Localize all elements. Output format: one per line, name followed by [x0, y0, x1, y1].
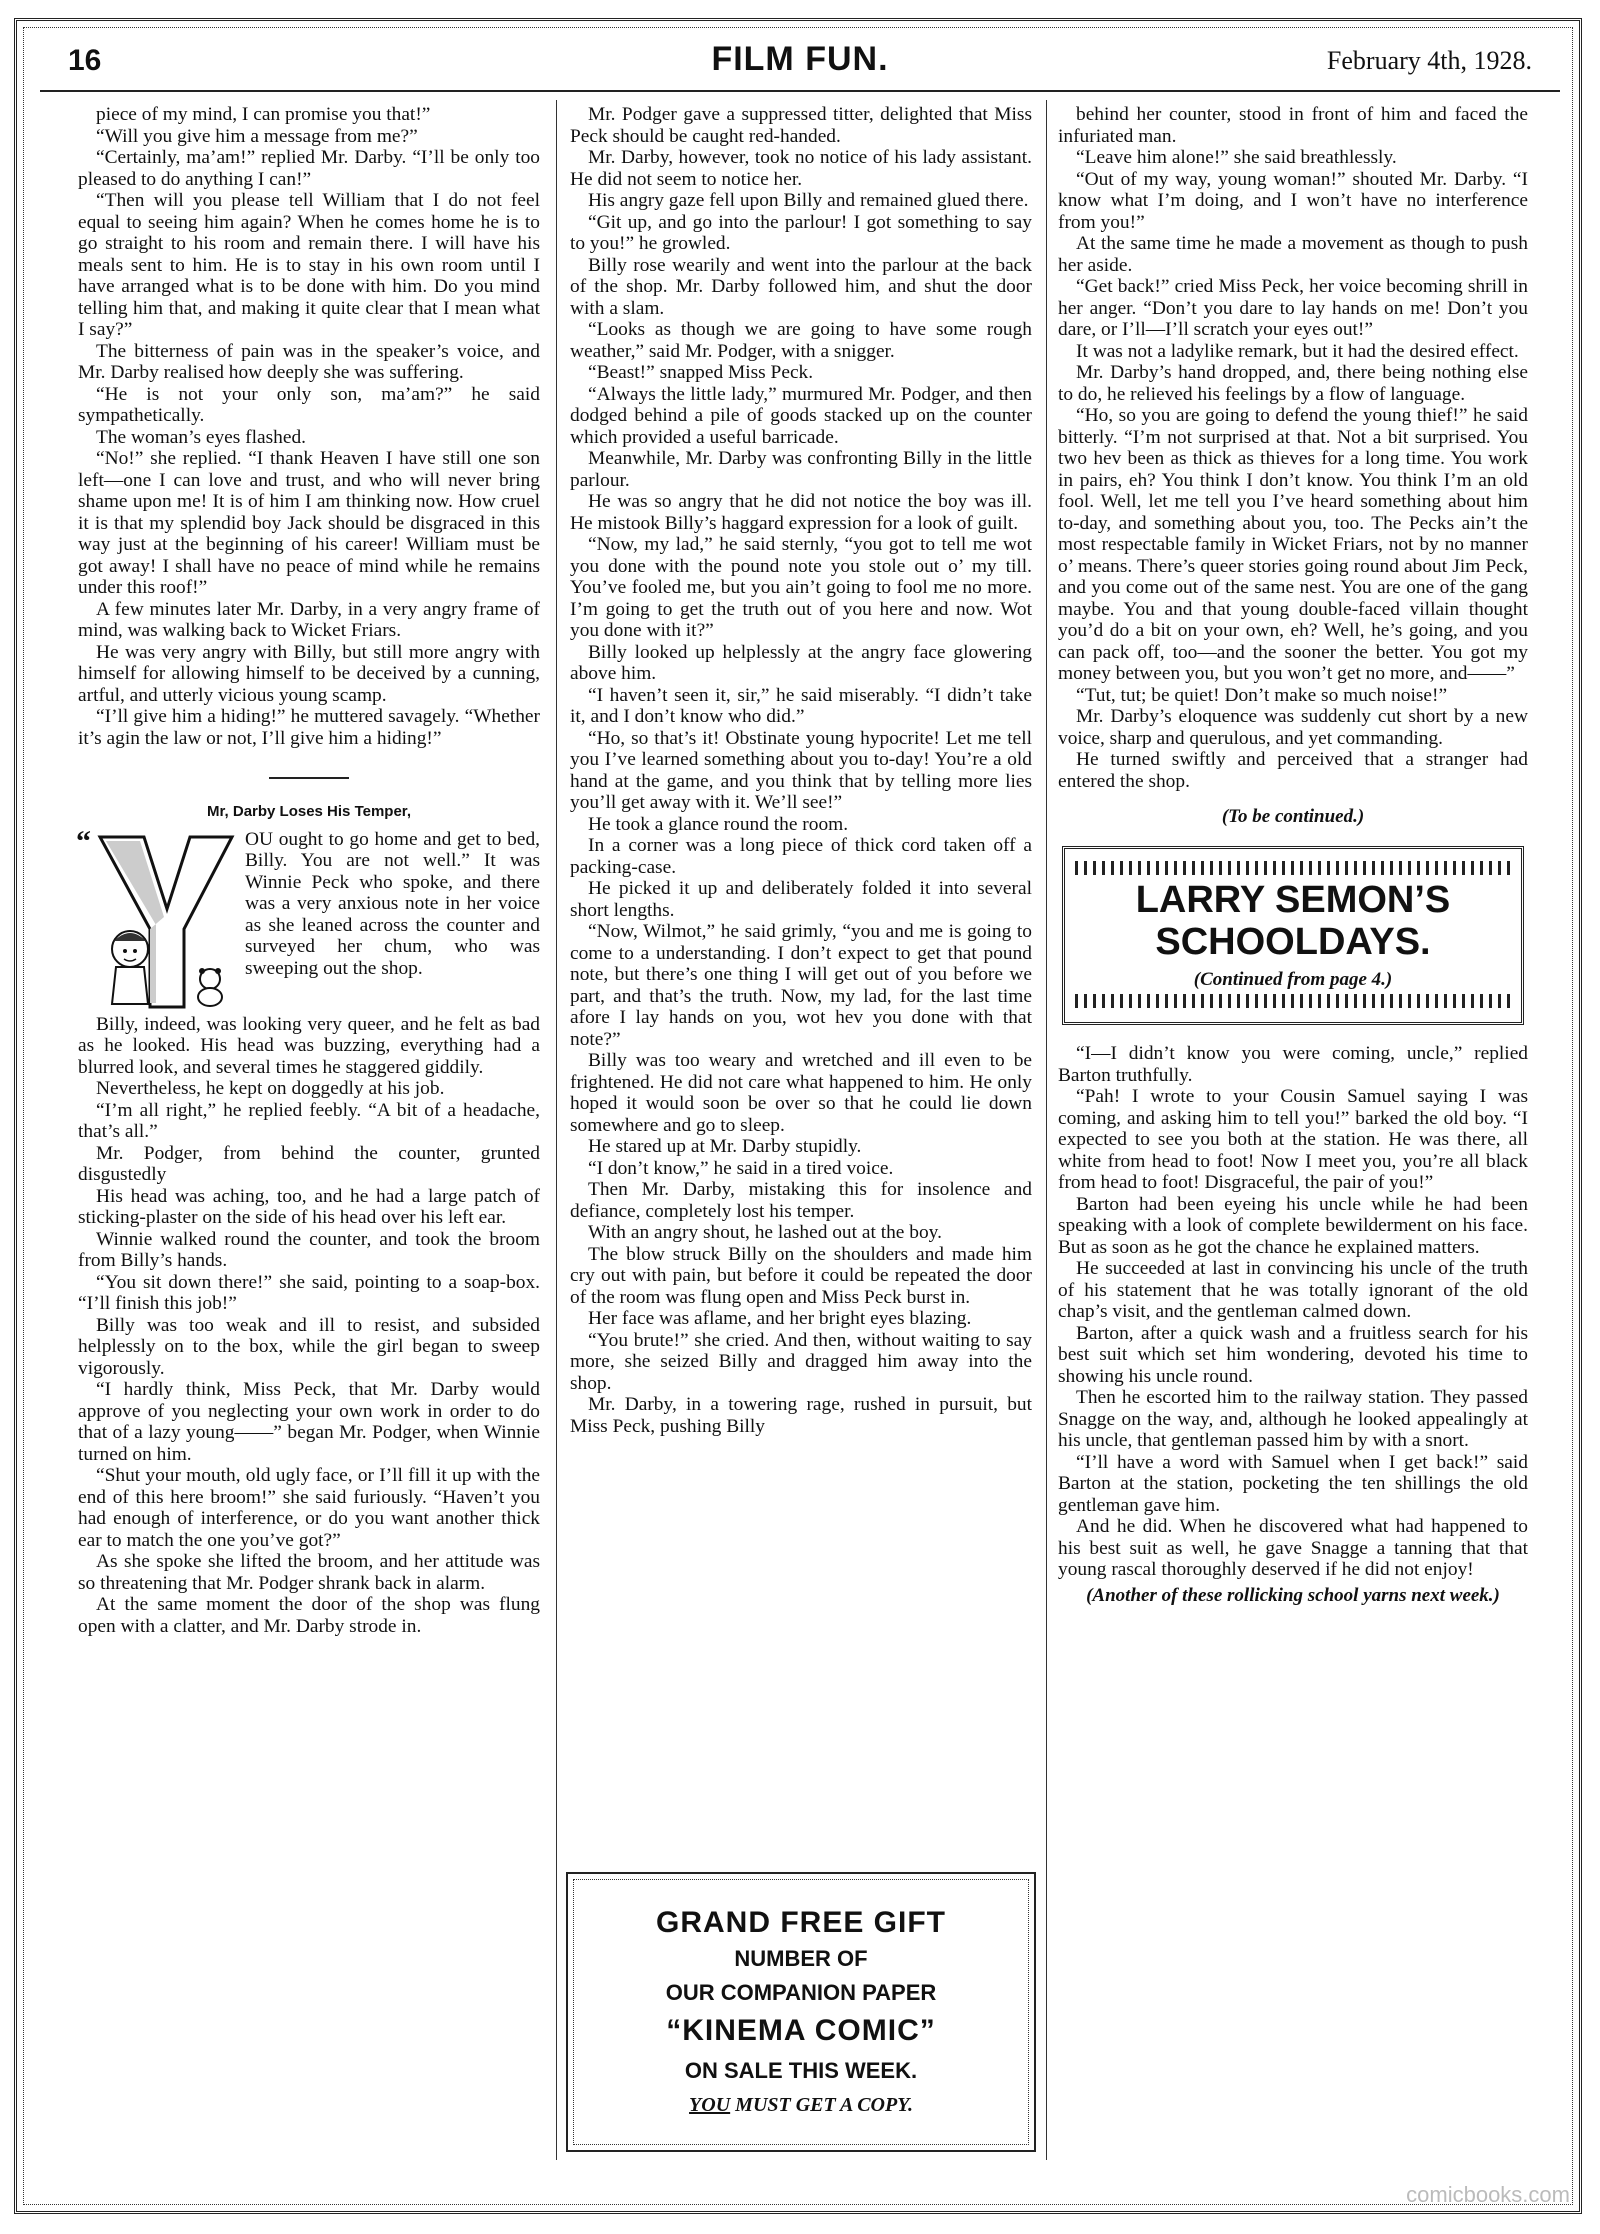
gift-line-6	[580, 2094, 1022, 2117]
paragraph: “I’ll have a word with Samuel when I get back!” said Barton at the station, pocketing the ten shillings the old gentleman gave him.	[1058, 1451, 1528, 1516]
paragraph: He turned swiftly and perceived that a stranger had entered the shop.	[1058, 749, 1528, 792]
dropcap-paragraph	[76, 824, 540, 980]
paragraph: “Out of my way, young woman!” shouted Mr. Darby. “I know what I’m doing, and I won’t have no interference from you!”	[1058, 168, 1528, 233]
paragraph: It was not a ladylike remark, but it had the desired effect.	[1076, 340, 1519, 362]
decorative-border	[1075, 994, 1511, 1008]
paragraph: Billy was too weary and wretched and ill even to be frightened. He did not care what happened to him. He only hoped it would soon be over so that he could lie down somewhere and go to sleep.	[570, 1050, 1032, 1136]
paragraph: Mr. Darby, in a towering rage, rushed in pursuit, but Miss Peck, pushing Billy	[570, 1394, 1032, 1437]
paragraph: Barton, after a quick wash and a fruitless search for his best suit which set him wondering, devoted his time to showing his uncle round.	[1058, 1322, 1528, 1387]
column-divider	[1046, 100, 1047, 2160]
dropcap-y-illustration	[92, 829, 237, 1014]
decorative-border	[1075, 861, 1511, 875]
paragraph: “I’ll give him a hiding!” he muttered savagely. “Whether it’s agin the law or not, I’ll give him a hiding!”	[78, 706, 540, 749]
paragraph: Billy looked up helplessly at the angry face glowering above him.	[570, 641, 1032, 684]
paragraph: As she spoke she lifted the broom, and her attitude was so threatening that Mr. Podger shrank back in alarm.	[78, 1551, 540, 1594]
paragraph: “Shut your mouth, old ugly face, or I’ll fill it up with the end of this here broom!” she said furiously. “Haven’t you had enough of interference, or do you want another thick ear to match the one you’ve got?”	[78, 1465, 540, 1551]
story-text	[78, 1014, 540, 1638]
paragraph: Her face was aflame, and her bright eyes blazing.	[588, 1308, 972, 1329]
gift-line-1: GRAND FREE GIFT	[656, 1906, 946, 1939]
paragraph: “Ho, so you are going to defend the young thief!” he said bitterly. “I’m not surprised at that. Not a bit surprised. You two hev been as thick as thieves for a long time. You work in pairs, eh? You think I don’t know. You think I’m an old fool. Well, let me tell you I’ve heard something about him to-day, and something about you, too. The Pecks ain’t the most respectable family in Wicket Friars, not by no manner o’ means. There’s queer stories going round about Jim Peck, and you come out of the same nest. You are one of the gang maybe. You and that young double-faced villain thought you’d do a bit on your own, eh? Well, he’s going, and you can pack off, too—and the sooner the better. You got my money between you, but you won’t get no more, and——”	[1058, 405, 1528, 684]
paragraph: “Looks as though we are going to have some rough weather,” said Mr. Podger, with a snigger.	[570, 319, 1032, 362]
paragraph: “Leave him alone!” she said breathlessly.	[1076, 147, 1397, 168]
paragraph: He succeeded at last in convincing his uncle of the truth of his statement that he was totally ignorant of the old chap’s visit, and the gentleman calmed down.	[1058, 1258, 1528, 1322]
box-title-line-2: SCHOOLDAYS.	[1155, 920, 1431, 963]
paragraph: Billy, indeed, was looking very queer, and he felt as bad as he looked. His head was buzzing, everything had a blurred look, and several times he staggered giddily.	[78, 1013, 540, 1078]
paragraph: His angry gaze fell upon Billy and remained glued there.	[588, 190, 1029, 211]
story-text	[1058, 1043, 1528, 1581]
dropcap-text: OU ought to go home and get to bed, Billy. You are not well.” It was Winnie Peck who spoke, and there was a very anxious note in her voice as she leaned across the counter and surveyed her chum, who was sweeping out the shop.	[245, 828, 540, 979]
paragraph: Mr. Darby, however, took no notice of his lady assistant. He did not seem to notice her.	[570, 147, 1032, 190]
paragraph: Mr. Darby’s hand dropped, and, there being nothing else to do, he relieved his feelings by a flow of language.	[1058, 362, 1528, 405]
column-3	[1058, 104, 1528, 1606]
column-1	[78, 104, 540, 1637]
paragraph: Billy was too weak and ill to resist, and subsided helplessly on to the box, while the girl began to sweep vigorously.	[78, 1314, 540, 1379]
paragraph: At the same moment the door of the shop was flung open with a clatter, and Mr. Darby strode in.	[78, 1594, 540, 1637]
paragraph: “Beast!” snapped Miss Peck.	[588, 362, 814, 383]
paragraph: He was so angry that he did not notice the boy was ill. He mistook Billy’s haggard expression for a look of guilt.	[570, 491, 1032, 534]
paragraph: Winnie walked round the counter, and took the broom from Billy’s hands.	[78, 1228, 540, 1271]
paragraph: The blow struck Billy on the shoulders and made him cry out with pain, but before it could be repeated the door of the room was flung open and Miss Peck burst in.	[570, 1243, 1032, 1308]
paragraph: Nevertheless, he kept on doggedly at his job.	[96, 1078, 445, 1099]
dropcap-illustration	[76, 824, 237, 1014]
page-header	[40, 34, 1560, 92]
paragraph: “Pah! I wrote to your Cousin Samuel saying I was coming, and asking him to tell you!” barked the old boy. “I expected to see you both at the station. He was there, all white from head to foot! Now I meet you, you’re all black from head to foot! Disgraceful, the pair of you!”	[1058, 1086, 1528, 1193]
gift-line-4: “KINEMA COMIC”	[666, 2014, 936, 2047]
paragraph: He stared up at Mr. Darby stupidly.	[588, 1136, 862, 1157]
paragraph: Mr. Darby’s eloquence was suddenly cut short by a new voice, sharp and querulous, and yet commanding.	[1058, 706, 1528, 749]
paragraph: “Then will you please tell William that I do not feel equal to seeing him again? When he comes home he is to go straight to his room and remain there. I will have his meals sent to him. He is to stay in his own room until I have arranged what is to be done with him. Do you mind telling him that, and making it quite clear that I mean what I say?”	[78, 190, 540, 340]
paragraph: Mr. Podger, from behind the counter, grunted disgustedly	[78, 1142, 540, 1185]
dropcap-quote: “	[76, 824, 91, 858]
paragraph: A few minutes later Mr. Darby, in a very angry frame of mind, was walking back to Wicket Friars.	[78, 598, 540, 641]
paragraph: piece of my mind, I can promise you that!”	[96, 104, 431, 125]
paragraph: “Will you give him a message from me?”	[96, 125, 418, 147]
paragraph: “I’m all right,” he replied feebly. “A bit of a headache, that’s all.”	[78, 1099, 540, 1142]
paragraph: “I don’t know,” he said in a tired voice.	[588, 1157, 894, 1179]
paragraph: “Now, Wilmot,” he said grimly, “you and me is going to come to a understanding. I don’t expect to get that pound note, but there’s one thing I will get out of you before we part, and that’s the truth. Now, my lad, for the last time afore I lay hands on you, wot hev you done with that note?”	[570, 921, 1032, 1050]
paragraph: “He is not your only son, ma’am?” he said sympathetically.	[78, 383, 540, 426]
paragraph: Then Mr. Darby, mistaking this for insolence and defiance, completely lost his temper.	[570, 1179, 1032, 1222]
gift-advertisement	[566, 1872, 1036, 2152]
paragraph: The bitterness of pain was in the speaker’s voice, and Mr. Darby realised how deeply she was suffering.	[78, 340, 540, 383]
section-subhead: Mr, Darby Loses His Temper,	[207, 803, 411, 820]
page-number: 16	[68, 44, 102, 77]
paragraph: His head was aching, too, and he had a large patch of sticking-plaster on the side of his head over his left ear.	[78, 1185, 540, 1228]
watermark: comicbooks.com	[1406, 2182, 1570, 2207]
paragraph: “Tut, tut; be quiet! Don’t make so much noise!”	[1076, 684, 1448, 706]
story-text	[570, 104, 1032, 1437]
paragraph: Billy rose wearily and went into the parlour at the back of the shop. Mr. Darby followed him, and shut the door with a slam.	[570, 254, 1032, 319]
paragraph: “You brute!” she cried. And then, without waiting to say more, she seized Billy and dragged him away into the shop.	[570, 1329, 1032, 1394]
paragraph: He was very angry with Billy, but still more angry with himself for allowing himself to be deceived by a cunning, artful, and utterly vicious young scamp.	[78, 641, 540, 706]
paragraph: He picked it up and deliberately folded it into several short lengths.	[570, 878, 1032, 921]
gift-line-5: ON SALE THIS WEEK.	[684, 2058, 918, 2083]
paragraph: “No!” she replied. “I thank Heaven I have still one son left—one I can love and trust, and who will never bring shame upon me! It is of him I am thinking now. How cruel it is that my splendid boy Jack should be disgraced in this way just at the beginning of his career! William must be got away! I shall have no peace of mind while he remains under this roof!”	[78, 448, 540, 598]
column-2	[570, 104, 1032, 1894]
paragraph: “Now, my lad,” he said sternly, “you got to tell me wot you done with the pound note you stole out o’ my till. You’ve fooled me, but you ain’t going to fool me no more. I’m going to get the truth out of you here and now. Wot you done with it?”	[570, 534, 1032, 641]
paragraph: “I—I didn’t know you were coming, uncle,” replied Barton truthfully.	[1058, 1043, 1528, 1086]
box-title-line-1: LARRY SEMON’S	[1135, 878, 1451, 921]
paragraph: In a corner was a long piece of thick cord taken off a packing-case.	[570, 835, 1032, 878]
paragraph: “Get back!” cried Miss Peck, her voice becoming shrill in her anger. “Don’t you dare to lay hands on me! Don’t you dare, or I’ll—I’ll scratch your eyes out!”	[1058, 276, 1528, 340]
story-text	[1058, 104, 1528, 792]
paragraph: The woman’s eyes flashed.	[96, 426, 307, 448]
paragraph: “I haven’t seen it, sir,” he said miserably. “I didn’t take it, and I don’t know who did.”	[570, 684, 1032, 727]
paragraph: “Git up, and go into the parlour! I got something to say to you!” he growled.	[570, 211, 1032, 254]
paragraph: He took a glance round the room.	[588, 813, 849, 835]
column-divider	[556, 100, 557, 2160]
to-be-continued: (To be continued.)	[1221, 806, 1365, 827]
paragraph: And he did. When he discovered what had happened to his best suit as well, he gave Snagge a tanning that that young rascal thoroughly deserved if he did not enjoy!	[1058, 1516, 1528, 1580]
paragraph: At the same time he made a movement as though to push her aside.	[1058, 233, 1528, 276]
end-note: (Another of these rollicking school yarns next week.)	[1086, 1584, 1500, 1606]
paragraph: “You sit down there!” she said, pointing to a soap-box. “I’ll finish this job!”	[78, 1271, 540, 1314]
paragraph: Mr. Podger gave a suppressed titter, delighted that Miss Peck should be caught red-handed.	[570, 104, 1032, 147]
larry-semon-box	[1062, 846, 1524, 1026]
gift-emphasis: YOU	[689, 2094, 731, 2116]
paragraph: Then he escorted him to the railway station. They passed Snagge on the way, and, although he looked appealingly at his uncle, that gentleman passed him by with a snort.	[1058, 1387, 1528, 1451]
box-subtitle: (Continued from page 4.)	[1193, 968, 1393, 990]
gift-line-6-rest: MUST GET A COPY.	[730, 2094, 913, 2116]
issue-date: February 4th, 1928.	[1326, 46, 1532, 75]
paragraph: “I hardly think, Miss Peck, that Mr. Darby would approve of you neglecting your own work in order to do that of a lazy young——” began Mr. Podger, when Winnie turned on him.	[78, 1379, 540, 1465]
paragraph: “Ho, so that’s it! Obstinate young hypocrite! Let me tell you I’ve learned something about you to-day! You’re a old hand at the game, and you think that by telling more lies you’ll get away with it. We’ll see!”	[570, 727, 1032, 813]
paragraph: behind her counter, stood in front of him and faced the infuriated man.	[1058, 104, 1528, 147]
paragraph: Meanwhile, Mr. Darby was confronting Billy in the little parlour.	[570, 448, 1032, 491]
paragraph: “Certainly, ma’am!” replied Mr. Darby. “I’ll be only too pleased to do anything I can!”	[78, 147, 540, 190]
publication-title: FILM FUN.	[711, 40, 889, 78]
paragraph: Barton had been eyeing his uncle while he had been speaking with a look of complete bewilderment on his face. But as soon as he got the chance he explained matters.	[1058, 1193, 1528, 1258]
paragraph: “Always the little lady,” murmured Mr. Podger, and then dodged behind a pile of goods stacked up on the counter which provided a useful barricade.	[570, 383, 1032, 448]
gift-line-2: NUMBER OF	[734, 1946, 868, 1971]
section-rule	[269, 777, 349, 779]
story-text	[78, 104, 540, 749]
paragraph: With an angry shout, he lashed out at the boy.	[588, 1222, 942, 1243]
gift-line-3: OUR COMPANION PAPER	[665, 1980, 937, 2005]
